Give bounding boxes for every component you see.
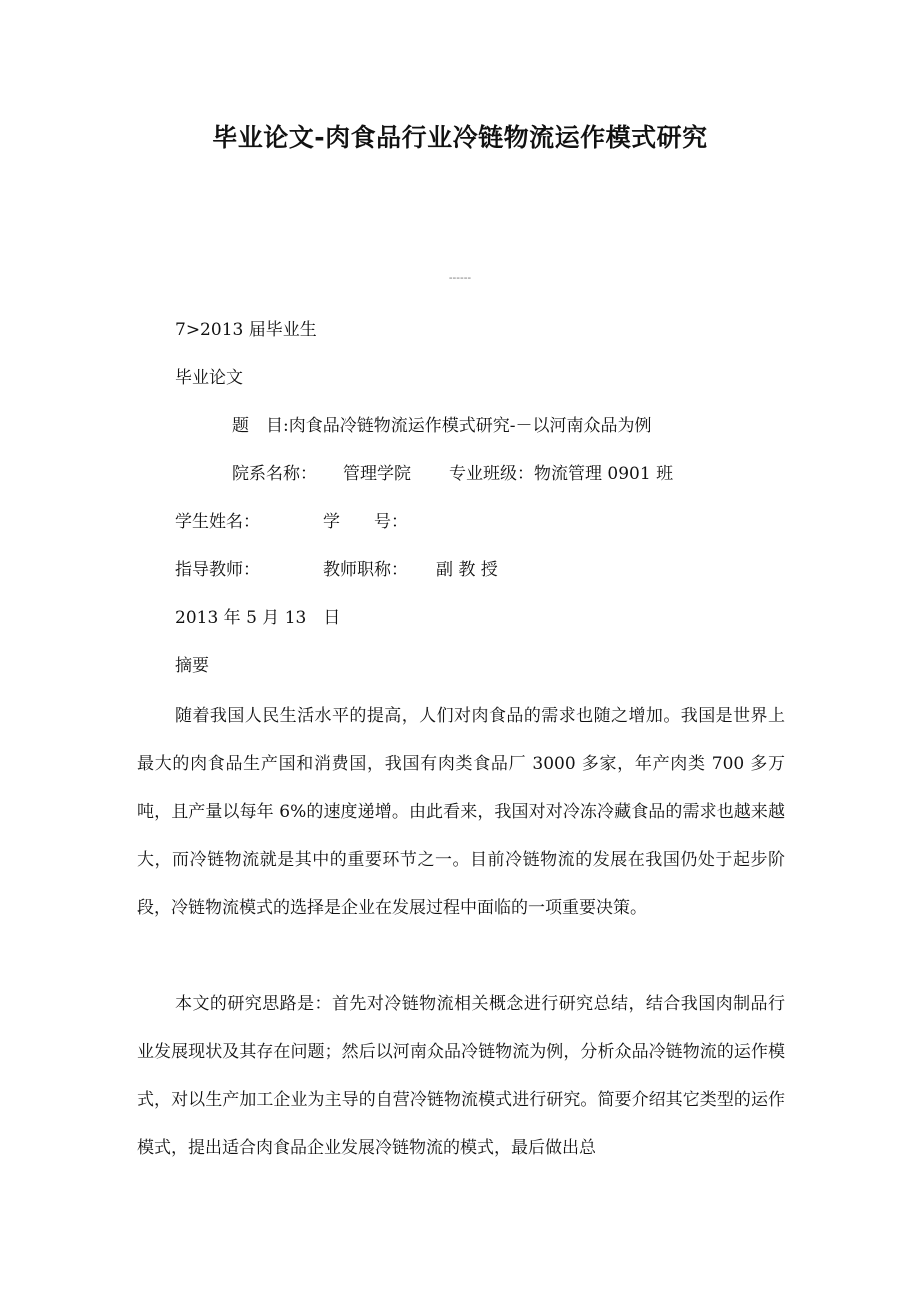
advisor-title-label: 教师职称： <box>323 560 408 580</box>
abstract-heading: 摘要 <box>175 656 209 676</box>
department-value: 管理学院 <box>343 464 411 484</box>
department-line <box>232 462 673 486</box>
thesis-label: 毕业论文 <box>175 368 243 388</box>
subject-label: 题 目: <box>232 416 289 436</box>
advisor-title-value: 副 教 授 <box>436 560 498 580</box>
major-label: 专业班级： <box>449 464 534 484</box>
abstract-paragraph-1: 随着我国人民生活水平的提高，人们对肉食品的需求也随之增加。我国是世界上最大的肉食品生产国和消费国，我国有肉类食品厂 3000 多家，年产肉类 700 多万吨，且产量以每年 6%的速度递增。由此看来，我国对对冷冻冷藏食品的需求也越来越大，而冷链物流就是其中的重要环节之一。目前冷链物流的发展在我国仍处于起步阶段，冷链物流模式的选择是企业在发展过程中面临的一项重要决策。 <box>137 706 785 918</box>
title-divider: ------ <box>448 271 472 284</box>
department-label: 院系名称： <box>232 464 317 484</box>
major-value: 物流管理 0901 班 <box>534 464 674 484</box>
abstract-paragraph-2: 本文的研究思路是：首先对冷链物流相关概念进行研究总结，结合我国肉制品行业发展现状及其存在问题；然后以河南众品冷链物流为例，分析众品冷链物流的运作模式，对以生产加工企业为主导的自营冷链物流模式进行研究。简要介绍其它类型的运作模式，提出适合肉食品企业发展冷链物流的模式，最后做出总 <box>137 994 785 1158</box>
class-of-line: 7>2013 届毕业生 <box>175 320 317 340</box>
date-line: 2013 年 5 月 13 日 <box>175 608 341 628</box>
document-title: 毕业论文-肉食品行业冷链物流运作模式研究 <box>212 123 708 152</box>
student-name-label: 学生姓名： <box>175 512 260 532</box>
advisor-line <box>175 558 498 582</box>
subject-value: 肉食品冷链物流运作模式研究-－以河南众品为例 <box>288 416 652 436</box>
student-line <box>175 510 408 534</box>
advisor-label: 指导教师： <box>175 560 260 580</box>
student-id-label: 学 号： <box>323 512 408 532</box>
subject-line <box>232 414 651 438</box>
